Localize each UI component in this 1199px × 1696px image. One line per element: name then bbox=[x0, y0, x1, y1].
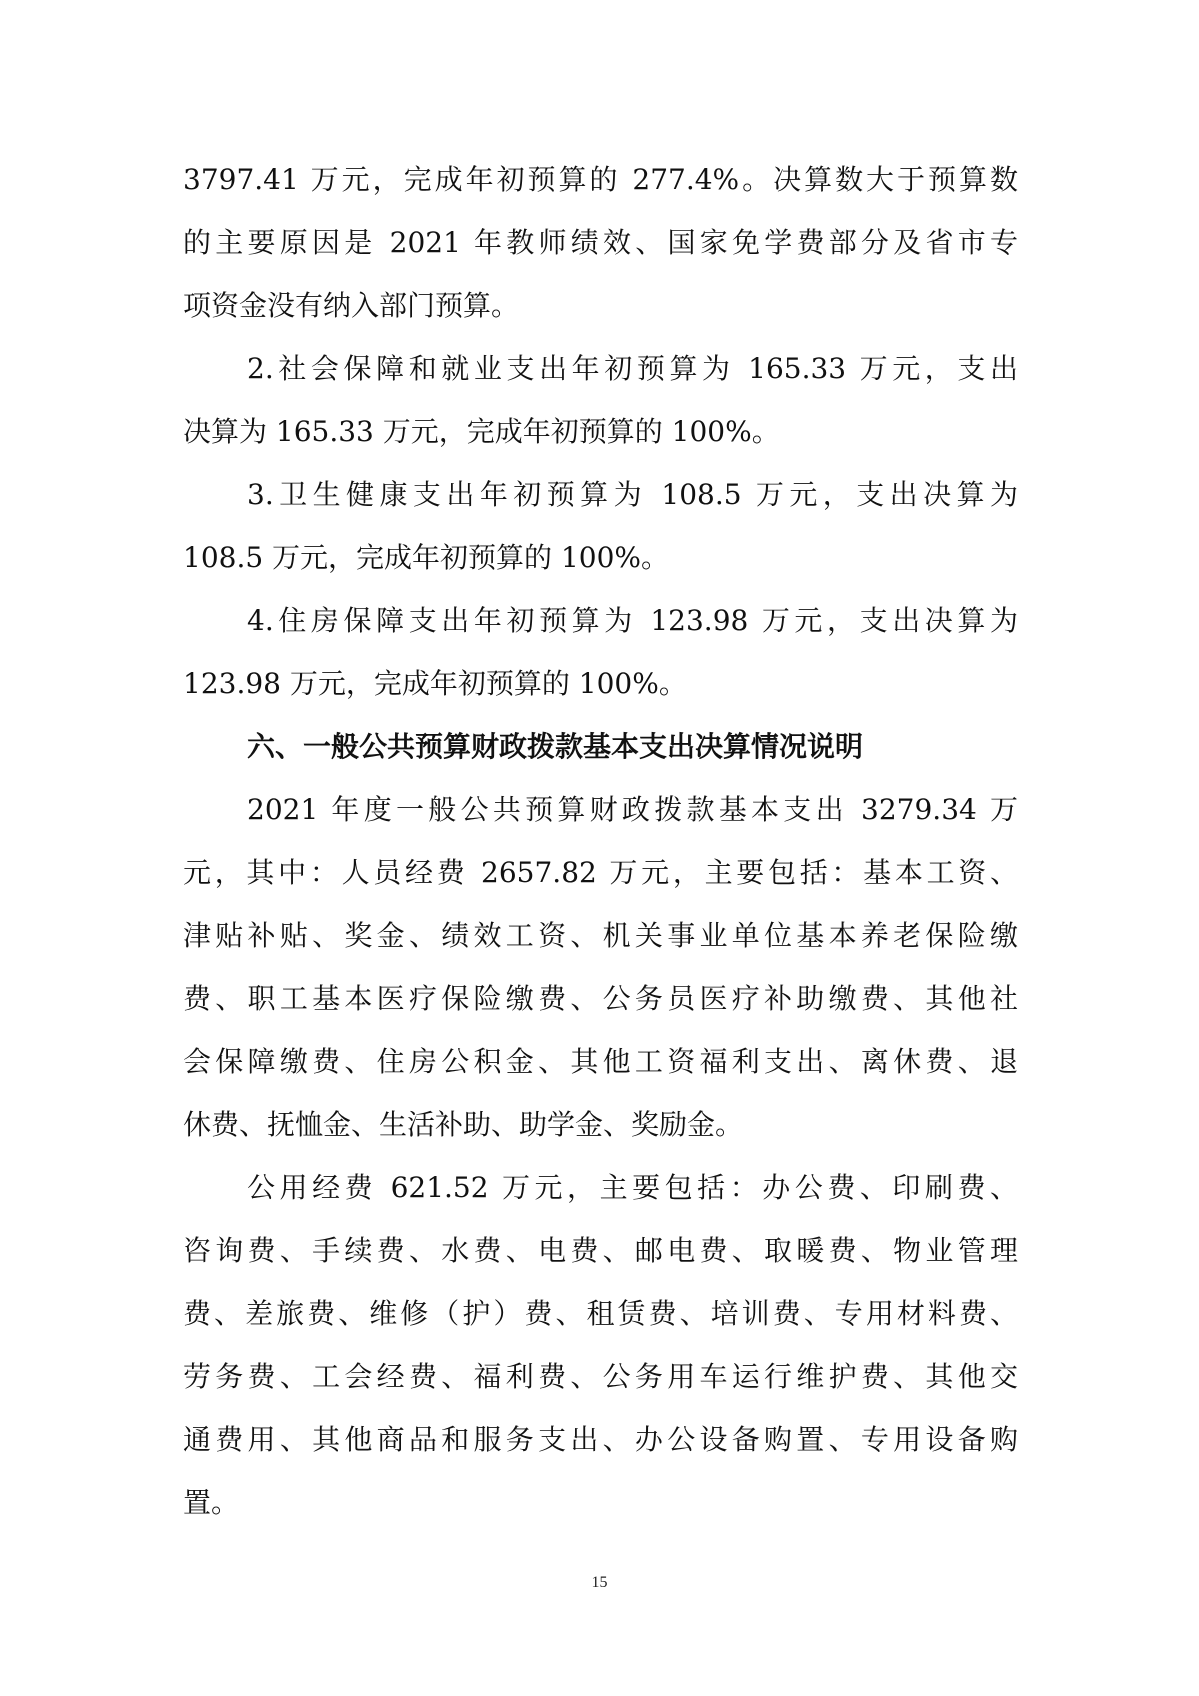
text-line: 3.卫生健康支出年初预算为 108.5 万元，支出决算为 bbox=[247, 478, 1018, 511]
text-line: 费、差旅费、维修（护）费、租赁费、培训费、专用材料费、 bbox=[183, 1297, 1018, 1330]
text-line: 公用经费 621.52 万元，主要包括：办公费、印刷费、 bbox=[247, 1171, 1018, 1204]
section-heading bbox=[183, 715, 1018, 778]
text-line: 置。 bbox=[183, 1486, 240, 1519]
text-line: 决算为 165.33 万元，完成年初预算的 100%。 bbox=[183, 415, 780, 448]
paragraph-health bbox=[183, 463, 1018, 589]
paragraph-education-continuation bbox=[183, 148, 1018, 337]
section-heading-text: 六、一般公共预算财政拨款基本支出决算情况说明 bbox=[247, 730, 864, 763]
page-body bbox=[183, 148, 1018, 1534]
paragraph-housing bbox=[183, 589, 1018, 715]
text-line: 咨询费、手续费、水费、电费、邮电费、取暖费、物业管理 bbox=[183, 1234, 1018, 1267]
text-line: 休费、抚恤金、生活补助、助学金、奖励金。 bbox=[183, 1108, 744, 1141]
text-line: 108.5 万元，完成年初预算的 100%。 bbox=[183, 541, 670, 574]
paragraph-social-security bbox=[183, 337, 1018, 463]
text-line: 费、职工基本医疗保险缴费、公务员医疗补助缴费、其他社 bbox=[183, 982, 1018, 1015]
paragraph-public-funds bbox=[183, 1156, 1018, 1534]
text-line: 津贴补贴、奖金、绩效工资、机关事业单位基本养老保险缴 bbox=[183, 919, 1018, 952]
text-line: 劳务费、工会经费、福利费、公务用车运行维护费、其他交 bbox=[183, 1360, 1018, 1393]
text-line: 项资金没有纳入部门预算。 bbox=[183, 289, 520, 322]
paragraph-basic-expenditure bbox=[183, 778, 1018, 1156]
text-line: 4.住房保障支出年初预算为 123.98 万元，支出决算为 bbox=[247, 604, 1018, 637]
text-line: 会保障缴费、住房公积金、其他工资福利支出、离休费、退 bbox=[183, 1045, 1018, 1078]
page-number: 15 bbox=[591, 1574, 608, 1591]
text-line: 元，其中：人员经费 2657.82 万元，主要包括：基本工资、 bbox=[183, 856, 1018, 889]
text-line: 通费用、其他商品和服务支出、办公设备购置、专用设备购 bbox=[183, 1423, 1018, 1456]
text-line: 123.98 万元，完成年初预算的 100%。 bbox=[183, 667, 687, 700]
text-line: 3797.41 万元，完成年初预算的 277.4%。决算数大于预算数 bbox=[183, 163, 1018, 196]
text-line: 的主要原因是 2021 年教师绩效、国家免学费部分及省市专 bbox=[183, 226, 1018, 259]
text-line: 2021 年度一般公共预算财政拨款基本支出 3279.34 万 bbox=[247, 793, 1018, 826]
text-line: 2.社会保障和就业支出年初预算为 165.33 万元，支出 bbox=[247, 352, 1018, 385]
